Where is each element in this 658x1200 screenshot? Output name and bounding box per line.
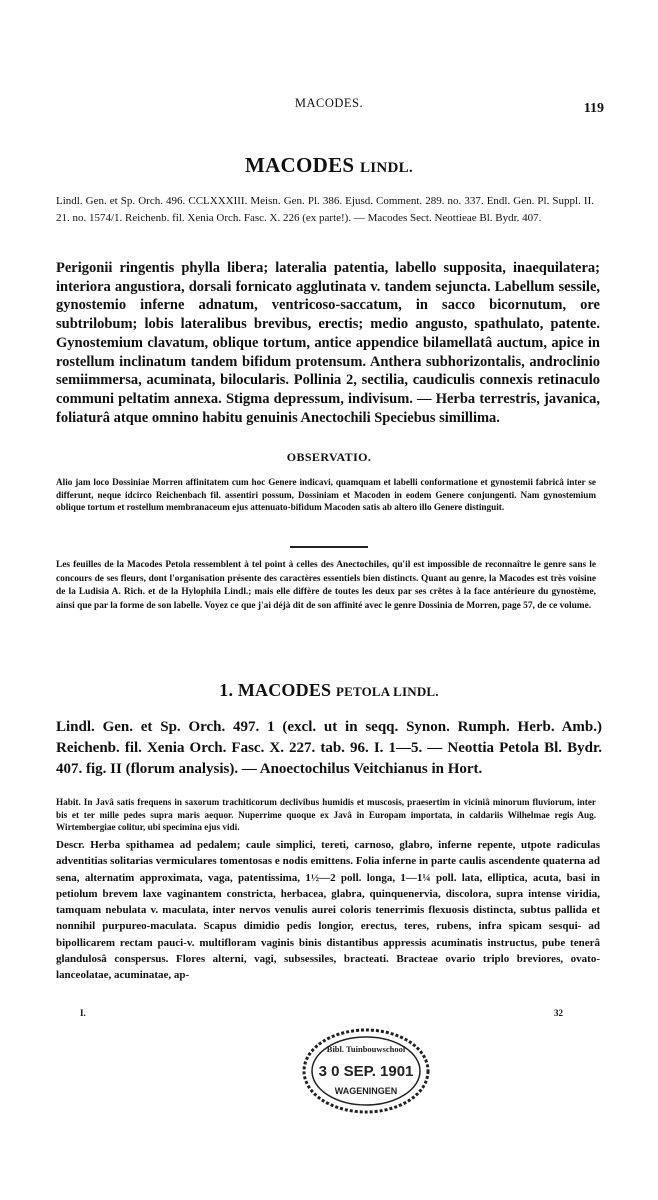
observatio-french-text: Les feuilles de la Macodes Petola ressemblent à tel point à celles des Anectochiles, qu'il est impossible de reconnaître le genre sans le concours de ses fleurs, dont l'organisation présente des caractères essentiels bien distincts. Quant au genre, la Macodes est très voisine de la Ludisia A. Rich. et de la Hylophila Lindl.; mais elle diffère de toutes les deux par ses crêtes à la face antérieure du gynostème, ainsi que par la forme de son labelle. Voyez ce que j'ai déjà dit de son affinité avec le genre Dossinia de Morren, page 57, de ce volume. bbox=[56, 560, 596, 611]
species-author: PETOLA LINDL. bbox=[335, 684, 439, 699]
signature-mark-right: 32 bbox=[554, 1008, 563, 1018]
page-number: 119 bbox=[583, 101, 604, 116]
stamp-line-1: Bibl. Tuinbouwschool bbox=[326, 1044, 406, 1054]
stamp-line-3: WAGENINGEN bbox=[334, 1086, 398, 1096]
species-name: 1. MACODES bbox=[219, 680, 332, 700]
running-title: MACODES. bbox=[294, 96, 364, 110]
species-habitat: Habit. In Javâ satis frequens in saxorum trachiticorum declivibus humidis et muscosis, praesertim in viciniâ minorum fluviorum, inter bis et ter mille pedes supra maris aequor. Nuperrime quoque ex Javâ in Europam importata, in caldariis Wilhelmae regis Aug. Wirtembergiae colitur, ubi specimina ejus vidi. bbox=[56, 797, 596, 833]
genus-name: MACODES bbox=[244, 153, 355, 177]
section-divider bbox=[290, 546, 368, 548]
genus-description: Perigonii ringentis phylla libera; lateralia patentia, labello supposita, inaequilatera; interiora angustiora, dorsali fornicato agglutinata v. tandem sejuncta. Labellum sessile, gynostemio inferne adnatum, ventricoso-saccatum, in sacco bicornutum, ore subtrilobum; lobis lateralibus brevibus, erectis; medio angusto, spathulato, patente. Gynostemium clavatum, oblique tortum, antice appendice bilamellatâ auctum, apice in rostellum inclinatum tandem bifidum protensum. Anthera subhorizontalis, androclinio semiimmersa, acuminata, bilocularis. Pollinia 2, sectilia, caudiculis connexis retinaculo communi peltatim annexa. Stigma depressum, indivisum. — Herba terrestris, javanica, foliaturâ atque omnino habitu genuinis Anectochili Speciebus simillima. bbox=[56, 260, 600, 426]
species-references: Lindl. Gen. et Sp. Orch. 497. 1 (excl. ut in seqq. Synon. Rumph. Herb. Amb.) Reichenb. fil. Xenia Orch. Fasc. X. 227. tab. 96. I. 1—5. — Neottia Petola Bl. Bydr. 407. fig. II (florum analysis). — Anoectochilus Veitchianus in Hort. bbox=[56, 719, 602, 777]
signature-mark-left: I. bbox=[80, 1008, 86, 1018]
species-title bbox=[0, 680, 658, 701]
library-stamp bbox=[298, 1024, 434, 1118]
observatio-heading: OBSERVATIO. bbox=[286, 450, 372, 464]
genus-author: LINDL. bbox=[359, 160, 414, 176]
stamp-line-2: 3 0 SEP. 1901 bbox=[318, 1063, 414, 1080]
observatio-latin-text: Alio jam loco Dossiniae Morren affinitatem cum hoc Genere indicavi, quamquam et labelli conformatione et gynostemii fabricâ inter se differunt, neque idcirco Reichenbach fil. assentiri possum, Dossiniam et Macoden in eodem Genere conjungenti. Nam gynostemium oblique tortum et rostellum membranaceum ejus attenuato-bifidum Macoden satis ab altero illo Genere distinguit. bbox=[56, 477, 596, 513]
genus-title bbox=[0, 153, 658, 178]
species-description: Descr. Herba spithamea ad pedalem; caule simplici, tereti, carnoso, glabro, inferne repente, utpote radiculas adventitias solitarias vermiculares tomentosas e nodis emittens. Folia inferne in parte caulis ascendente quaterna ad sena, alternatim approximata, vaga, patentissima, 1½—2 poll. longa, 1—1¼ poll. lata, elliptica, acuta, basi in petiolum brevem laxe vaginantem constricta, herbacea, glabra, quinquenervia, discolora, supra intense viridia, tamquam nebulata v. maculata, inter nervos venulis aurei coloris tenerrimis flexuosis distincta, subtus pallida et nonnihil purpureo-maculata. Scapus dimidio pedis longior, erectus, teres, rubens, infra spicam sesqui- ad bipollicarem rectam pauci-v. multifloram vaginis binis distantibus appressis acuminatis instructus, pube tenerâ glandulosâ conspersus. Flores alterni, vagi, subsessiles, bracteati. Bracteae ovario triplo breviores, ovato-lanceolatae, acuminatae, ap- bbox=[56, 839, 600, 982]
genus-references: Lindl. Gen. et Sp. Orch. 496. CCLXXXIII. Meisn. Gen. Pl. 386. Ejusd. Comment. 289. no. 337. Endl. Gen. Pl. Suppl. II. 21. no. 1574/1. Reichenb. fil. Xenia Orch. Fasc. X. 226 (ex parte!). — Macodes Sect. Neottieae Bl. Bydr. 407. bbox=[56, 195, 594, 224]
